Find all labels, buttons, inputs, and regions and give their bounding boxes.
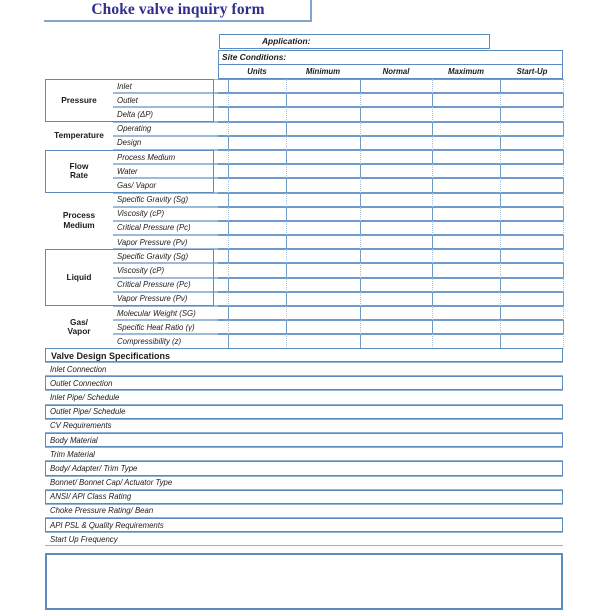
value-cell[interactable] (228, 221, 286, 235)
column-divider (563, 292, 564, 306)
value-cell[interactable] (500, 122, 563, 136)
value-cell[interactable] (228, 93, 286, 107)
valve-spec-rule (45, 390, 563, 404)
value-cell[interactable] (218, 263, 228, 277)
valve-spec-label: Choke Pressure Rating/ Bean (50, 506, 154, 516)
parameter-label: Compressibility (z) (117, 336, 182, 346)
valve-spec-rule (45, 362, 563, 376)
valve-spec-row[interactable] (45, 433, 563, 447)
column-divider (563, 320, 564, 334)
table-row (45, 122, 563, 136)
value-cell[interactable] (228, 278, 286, 292)
table-row (45, 150, 563, 164)
value-cell[interactable] (432, 93, 500, 107)
value-cell[interactable] (500, 235, 563, 249)
parameter-label: Outlet (117, 95, 138, 105)
value-cell[interactable] (286, 193, 360, 207)
value-cell[interactable] (500, 164, 563, 178)
column-divider (563, 249, 564, 263)
value-cell[interactable] (360, 107, 432, 121)
value-cell[interactable] (500, 79, 563, 93)
table-row (45, 164, 563, 178)
column-header-maximum: Maximum (448, 67, 484, 76)
table-row (45, 93, 563, 107)
value-cell[interactable] (218, 292, 228, 306)
value-cell[interactable] (228, 136, 286, 150)
column-header-row (218, 65, 563, 79)
value-cell[interactable] (228, 164, 286, 178)
valve-design-table (45, 362, 563, 546)
table-row (45, 221, 563, 235)
value-cell[interactable] (500, 150, 563, 164)
table-row (45, 306, 563, 320)
column-header-normal: Normal (382, 67, 410, 76)
value-cell[interactable] (218, 107, 228, 121)
value-cell[interactable] (286, 263, 360, 277)
valve-spec-row[interactable] (45, 490, 563, 504)
value-cell[interactable] (228, 207, 286, 221)
site-conditions-label: Site Conditions: (222, 52, 287, 62)
parameter-label: Design (117, 138, 142, 148)
value-cell[interactable] (286, 306, 360, 320)
value-cell[interactable] (500, 136, 563, 150)
value-cell[interactable] (500, 207, 563, 221)
value-cell[interactable] (432, 150, 500, 164)
parameter-label: Inlet (117, 81, 132, 91)
column-divider (563, 334, 564, 348)
value-cell[interactable] (218, 334, 228, 348)
valve-spec-row[interactable] (45, 532, 563, 546)
column-divider (563, 278, 564, 292)
value-cell[interactable] (286, 150, 360, 164)
parameter-divider (113, 178, 218, 192)
valve-spec-row[interactable] (45, 447, 563, 461)
notes-textarea[interactable] (45, 553, 563, 610)
parameter-divider (113, 136, 218, 150)
table-row (45, 334, 563, 348)
valve-spec-label: Trim Material (50, 449, 95, 459)
parameter-label: Viscosity (cP) (117, 209, 165, 219)
parameter-label: Gas/ Vapor (117, 180, 157, 190)
value-cell[interactable] (218, 249, 228, 263)
value-cell[interactable] (286, 164, 360, 178)
value-cell[interactable] (360, 122, 432, 136)
value-cell[interactable] (228, 292, 286, 306)
value-cell[interactable] (360, 334, 432, 348)
parameter-divider (113, 164, 218, 178)
value-cell[interactable] (228, 235, 286, 249)
parameter-divider (113, 150, 218, 164)
value-cell[interactable] (360, 164, 432, 178)
application-label: Application: (262, 36, 311, 46)
category-label-liquid: Liquid (66, 272, 92, 283)
application-input[interactable] (219, 34, 490, 49)
valve-spec-label: Outlet Connection (50, 378, 113, 388)
value-cell[interactable] (432, 107, 500, 121)
value-cell[interactable] (432, 164, 500, 178)
value-cell[interactable] (432, 79, 500, 93)
value-cell[interactable] (218, 235, 228, 249)
valve-spec-rule (45, 532, 563, 546)
value-cell[interactable] (360, 278, 432, 292)
value-cell[interactable] (228, 178, 286, 192)
value-cell[interactable] (360, 263, 432, 277)
site-conditions-table (45, 79, 563, 349)
column-divider (563, 207, 564, 221)
table-row (45, 207, 563, 221)
value-cell[interactable] (432, 193, 500, 207)
table-row (45, 136, 563, 150)
valve-spec-row[interactable] (45, 405, 563, 419)
parameter-label: Process Medium (117, 152, 176, 162)
parameter-label: Operating (117, 124, 152, 134)
value-cell[interactable] (432, 136, 500, 150)
value-cell[interactable] (286, 122, 360, 136)
parameter-divider (113, 334, 218, 348)
parameter-divider (113, 122, 218, 136)
valve-spec-row[interactable] (45, 362, 563, 376)
value-cell[interactable] (432, 306, 500, 320)
parameter-divider (113, 107, 218, 121)
value-cell[interactable] (500, 221, 563, 235)
value-cell[interactable] (432, 221, 500, 235)
value-cell[interactable] (500, 263, 563, 277)
value-cell[interactable] (286, 107, 360, 121)
valve-spec-rule (45, 419, 563, 433)
value-cell[interactable] (360, 136, 432, 150)
value-cell[interactable] (500, 320, 563, 334)
valve-design-heading (45, 348, 563, 362)
value-cell[interactable] (286, 178, 360, 192)
category-label-pressure: Pressure (61, 94, 97, 105)
valve-spec-rule (45, 447, 563, 461)
parameter-label: Specific Gravity (Sg) (117, 195, 189, 205)
value-cell[interactable] (286, 320, 360, 334)
category-label-flow-rate: Flow Rate (69, 160, 89, 181)
value-cell[interactable] (228, 263, 286, 277)
valve-design-heading-label: Valve Design Specifications (51, 350, 171, 361)
valve-spec-label: CV Requirements (50, 421, 112, 431)
parameter-divider (113, 79, 218, 93)
value-cell[interactable] (432, 278, 500, 292)
page-title: Choke valve inquiry form (91, 1, 265, 18)
value-cell[interactable] (228, 107, 286, 121)
value-cell[interactable] (286, 292, 360, 306)
value-cell[interactable] (432, 178, 500, 192)
valve-spec-label: Inlet Connection (50, 364, 107, 374)
column-header-minimum: Minimum (305, 67, 341, 76)
parameter-divider (113, 320, 218, 334)
valve-spec-label: Outlet Pipe/ Schedule (50, 407, 126, 417)
value-cell[interactable] (218, 122, 228, 136)
value-cell[interactable] (360, 93, 432, 107)
value-cell[interactable] (360, 306, 432, 320)
value-cell[interactable] (286, 235, 360, 249)
value-cell[interactable] (218, 320, 228, 334)
table-row (45, 249, 563, 263)
value-cell[interactable] (500, 93, 563, 107)
valve-spec-label: Inlet Pipe/ Schedule (50, 392, 120, 402)
column-divider (563, 122, 564, 136)
table-row (45, 178, 563, 192)
value-cell[interactable] (228, 150, 286, 164)
parameter-label: Vapor Pressure (Pv) (117, 237, 188, 247)
value-cell[interactable] (360, 193, 432, 207)
column-divider (563, 93, 564, 107)
value-cell[interactable] (360, 150, 432, 164)
valve-spec-label: Body Material (50, 435, 98, 445)
value-cell[interactable] (500, 278, 563, 292)
parameter-label: Delta (ΔP) (117, 109, 153, 119)
value-cell[interactable] (286, 334, 360, 348)
value-cell[interactable] (500, 292, 563, 306)
value-cell[interactable] (228, 306, 286, 320)
valve-spec-row[interactable] (45, 419, 563, 433)
table-row (45, 320, 563, 334)
value-cell[interactable] (360, 235, 432, 249)
parameter-divider (113, 278, 218, 292)
valve-spec-row[interactable] (45, 504, 563, 518)
category-label-temperature: Temperature (54, 130, 104, 141)
value-cell[interactable] (500, 306, 563, 320)
value-cell[interactable] (228, 193, 286, 207)
column-header-units: Units (247, 67, 267, 76)
value-cell[interactable] (360, 178, 432, 192)
value-cell[interactable] (286, 249, 360, 263)
value-cell[interactable] (228, 79, 286, 93)
value-cell[interactable] (228, 122, 286, 136)
column-divider (563, 221, 564, 235)
valve-spec-label: Body/ Adapter/ Trim Type (50, 463, 138, 473)
value-cell[interactable] (500, 178, 563, 192)
value-cell[interactable] (286, 221, 360, 235)
table-row (45, 79, 563, 93)
value-cell[interactable] (228, 334, 286, 348)
value-cell[interactable] (218, 306, 228, 320)
valve-spec-label: ANSI/ API Class Rating (50, 492, 132, 502)
table-row (45, 193, 563, 207)
value-cell[interactable] (500, 249, 563, 263)
value-cell[interactable] (360, 292, 432, 306)
column-divider (563, 193, 564, 207)
value-cell[interactable] (360, 79, 432, 93)
parameter-divider (113, 292, 218, 306)
valve-spec-row[interactable] (45, 476, 563, 490)
column-divider (563, 235, 564, 249)
value-cell[interactable] (218, 221, 228, 235)
column-divider (563, 164, 564, 178)
value-cell[interactable] (218, 278, 228, 292)
parameter-label: Critical Pressure (Pc) (117, 280, 191, 290)
value-cell[interactable] (218, 164, 228, 178)
value-cell[interactable] (218, 207, 228, 221)
valve-spec-row[interactable] (45, 376, 563, 390)
value-cell[interactable] (218, 178, 228, 192)
value-cell[interactable] (360, 207, 432, 221)
parameter-divider (113, 249, 218, 263)
valve-spec-box (45, 376, 563, 390)
value-cell[interactable] (218, 136, 228, 150)
value-cell[interactable] (432, 292, 500, 306)
column-divider (563, 150, 564, 164)
value-cell[interactable] (432, 249, 500, 263)
value-cell[interactable] (432, 122, 500, 136)
parameter-divider (113, 93, 218, 107)
column-divider (563, 136, 564, 150)
parameter-label: Specific Heat Ratio (γ) (117, 322, 195, 332)
value-cell[interactable] (286, 207, 360, 221)
value-cell[interactable] (500, 334, 563, 348)
table-row (45, 278, 563, 292)
value-cell[interactable] (228, 249, 286, 263)
value-cell[interactable] (500, 193, 563, 207)
value-cell[interactable] (360, 249, 432, 263)
column-divider (563, 178, 564, 192)
value-cell[interactable] (286, 278, 360, 292)
value-cell[interactable] (286, 93, 360, 107)
parameter-label: Molecular Weight (SG) (117, 308, 196, 318)
value-cell[interactable] (286, 136, 360, 150)
column-divider (563, 263, 564, 277)
parameter-label: Vapor Pressure (Pv) (117, 294, 188, 304)
parameter-label: Critical Pressure (Pc) (117, 223, 191, 233)
value-cell[interactable] (432, 263, 500, 277)
value-cell[interactable] (432, 334, 500, 348)
value-cell[interactable] (218, 93, 228, 107)
value-cell[interactable] (218, 150, 228, 164)
category-label-gas-vapor: Gas/ Vapor (67, 316, 91, 337)
parameter-divider (113, 306, 218, 320)
value-cell[interactable] (432, 235, 500, 249)
valve-spec-row[interactable] (45, 518, 563, 532)
value-cell[interactable] (432, 207, 500, 221)
parameter-divider (113, 207, 218, 221)
valve-spec-box (45, 433, 563, 447)
value-cell[interactable] (360, 221, 432, 235)
table-row (45, 235, 563, 249)
valve-spec-label: Bonnet/ Bonnet Cap/ Actuator Type (50, 478, 173, 488)
table-row (45, 292, 563, 306)
value-cell[interactable] (218, 193, 228, 207)
value-cell[interactable] (360, 320, 432, 334)
parameter-divider (113, 193, 218, 207)
parameter-label: Specific Gravity (Sg) (117, 251, 189, 261)
value-cell[interactable] (432, 320, 500, 334)
valve-spec-label: Start Up Frequency (50, 534, 118, 544)
column-divider (563, 107, 564, 121)
valve-spec-row[interactable] (45, 390, 563, 404)
parameter-label: Viscosity (cP) (117, 266, 165, 276)
table-row (45, 107, 563, 121)
column-header-start-up: Start-Up (516, 67, 548, 76)
parameter-label: Water (117, 166, 138, 176)
valve-spec-label: API PSL & Quality Requirements (50, 520, 164, 530)
parameter-divider (113, 263, 218, 277)
value-cell[interactable] (286, 79, 360, 93)
column-divider (563, 79, 564, 93)
table-row (45, 263, 563, 277)
valve-spec-row[interactable] (45, 461, 563, 475)
column-divider (563, 306, 564, 320)
category-label-process-medium: Process Medium (62, 210, 96, 230)
parameter-divider (113, 235, 218, 249)
parameter-divider (113, 221, 218, 235)
value-cell[interactable] (218, 79, 228, 93)
value-cell[interactable] (500, 107, 563, 121)
value-cell[interactable] (228, 320, 286, 334)
